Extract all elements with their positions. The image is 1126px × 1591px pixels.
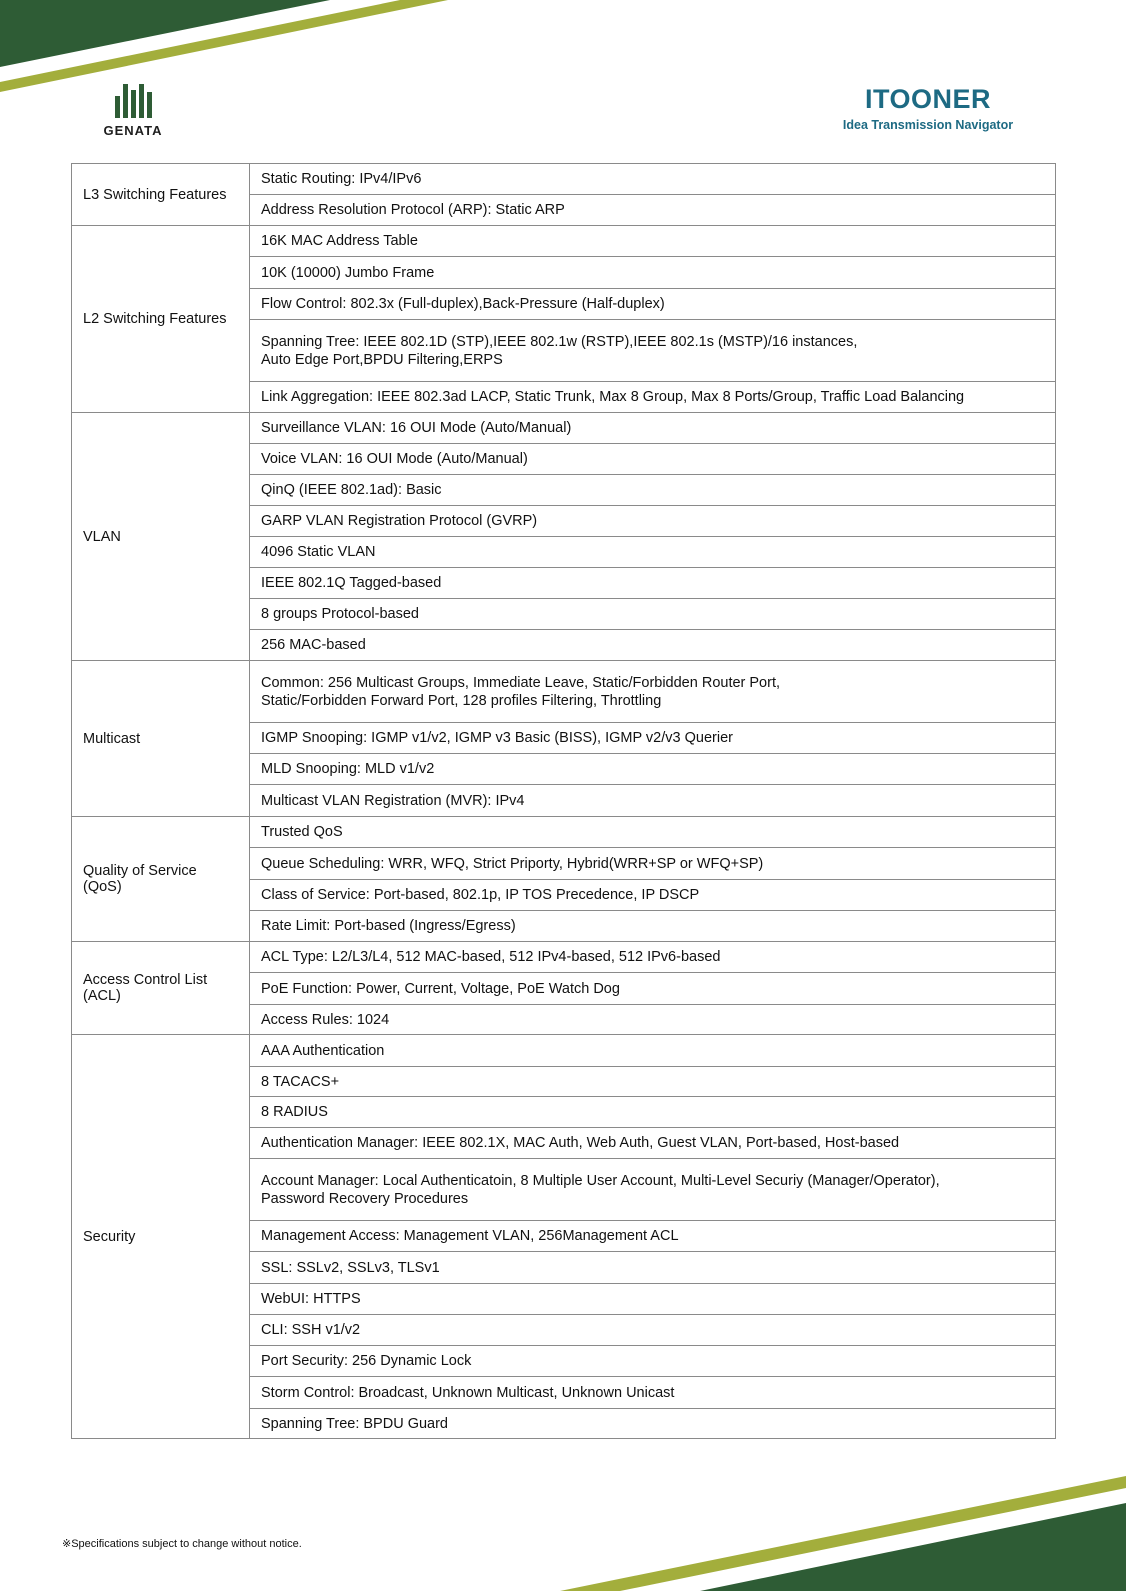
spec-value-cell: Queue Scheduling: WRR, WFQ, Strict Priporty, Hybrid(WRR+SP or WFQ+SP) xyxy=(250,848,1056,880)
genata-logo-text: GENATA xyxy=(103,123,163,138)
spec-value-cell: Trusted QoS xyxy=(250,817,1056,848)
spec-value-cell: CLI: SSH v1/v2 xyxy=(250,1315,1056,1346)
footnote: ※Specifications subject to change without notice. xyxy=(62,1538,302,1550)
category-cell: L2 Switching Features xyxy=(72,226,250,413)
spec-value-cell: 8 RADIUS xyxy=(250,1097,1056,1128)
spec-value-cell: Storm Control: Broadcast, Unknown Multicast, Unknown Unicast xyxy=(250,1377,1056,1409)
category-cell: Multicast xyxy=(72,661,250,817)
category-cell: L3 Switching Features xyxy=(72,164,250,226)
table-row xyxy=(72,942,1056,973)
spec-value-cell: Access Rules: 1024 xyxy=(250,1005,1056,1035)
category-cell: Access Control List (ACL) xyxy=(72,942,250,1035)
specification-table xyxy=(71,163,1056,1439)
spec-value-cell: Port Security: 256 Dynamic Lock xyxy=(250,1346,1056,1377)
spec-value-cell: Class of Service: Port-based, 802.1p, IP TOS Precedence, IP DSCP xyxy=(250,880,1056,911)
category-cell: VLAN xyxy=(72,413,250,661)
spec-value-cell: IEEE 802.1Q Tagged-based xyxy=(250,568,1056,599)
spec-value-cell: Static Routing: IPv4/IPv6 xyxy=(250,164,1056,195)
spec-value-cell: 8 TACACS+ xyxy=(250,1067,1056,1097)
spec-value-cell: QinQ (IEEE 802.1ad): Basic xyxy=(250,475,1056,506)
category-cell: Quality of Service (QoS) xyxy=(72,817,250,942)
spec-value-cell: Surveillance VLAN: 16 OUI Mode (Auto/Manual) xyxy=(250,413,1056,444)
spec-value-cell: SSL: SSLv2, SSLv3, TLSv1 xyxy=(250,1252,1056,1284)
genata-logo xyxy=(100,84,166,138)
spec-value-cell: 16K MAC Address Table xyxy=(250,226,1056,257)
spec-value-cell: Management Access: Management VLAN, 256Management ACL xyxy=(250,1221,1056,1252)
spec-value-cell: 4096 Static VLAN xyxy=(250,537,1056,568)
spec-value-cell: MLD Snooping: MLD v1/v2 xyxy=(250,754,1056,785)
spec-value-cell: PoE Function: Power, Current, Voltage, PoE Watch Dog xyxy=(250,973,1056,1005)
spec-value-cell: Voice VLAN: 16 OUI Mode (Auto/Manual) xyxy=(250,444,1056,475)
itooner-logo-text: ITOONER xyxy=(864,84,991,114)
spec-value-cell: Spanning Tree: BPDU Guard xyxy=(250,1409,1056,1439)
spec-value-cell: GARP VLAN Registration Protocol (GVRP) xyxy=(250,506,1056,537)
spec-value-cell: IGMP Snooping: IGMP v1/v2, IGMP v3 Basic (BISS), IGMP v2/v3 Querier xyxy=(250,723,1056,754)
table-row xyxy=(72,817,1056,848)
table-row xyxy=(72,164,1056,195)
spec-value-cell: 10K (10000) Jumbo Frame xyxy=(250,257,1056,289)
spec-value-cell: AAA Authentication xyxy=(250,1035,1056,1067)
itooner-tagline: Idea Transmission Navigator xyxy=(842,118,1014,132)
itooner-logo xyxy=(830,84,1026,132)
spec-value-cell: Authentication Manager: IEEE 802.1X, MAC Auth, Web Auth, Guest VLAN, Port-based, Host-based xyxy=(250,1128,1056,1159)
spec-value-cell: Spanning Tree: IEEE 802.1D (STP),IEEE 802.1w (RSTP),IEEE 802.1s (MSTP)/16 instances, Auto Edge Port,BPDU Filtering,ERPS xyxy=(250,320,1056,382)
spec-value-cell: Link Aggregation: IEEE 802.3ad LACP, Static Trunk, Max 8 Group, Max 8 Ports/Group, Traffic Load Balancing xyxy=(250,382,1056,413)
table-row xyxy=(72,661,1056,723)
bottom-dark-green-band xyxy=(700,1503,1126,1591)
spec-value-cell: Account Manager: Local Authenticatoin, 8 Multiple User Account, Multi-Level Securiy (Manager/Operator), Password Recovery Procedures xyxy=(250,1159,1056,1221)
table-row xyxy=(72,413,1056,444)
category-cell: Security xyxy=(72,1035,250,1439)
spec-value-cell: 256 MAC-based xyxy=(250,630,1056,661)
spec-value-cell: 8 groups Protocol-based xyxy=(250,599,1056,630)
spec-value-cell: ACL Type: L2/L3/L4, 512 MAC-based, 512 IPv4-based, 512 IPv6-based xyxy=(250,942,1056,973)
genata-logo-mark xyxy=(100,84,166,118)
spec-value-cell: Flow Control: 802.3x (Full-duplex),Back-Pressure (Half-duplex) xyxy=(250,289,1056,320)
table-row xyxy=(72,1035,1056,1067)
table-row xyxy=(72,226,1056,257)
spec-value-cell: Rate Limit: Port-based (Ingress/Egress) xyxy=(250,911,1056,942)
spec-value-cell: Multicast VLAN Registration (MVR): IPv4 xyxy=(250,785,1056,817)
spec-value-cell: Address Resolution Protocol (ARP): Static ARP xyxy=(250,195,1056,226)
spec-value-cell: WebUI: HTTPS xyxy=(250,1284,1056,1315)
spec-value-cell: Common: 256 Multicast Groups, Immediate Leave, Static/Forbidden Router Port, Static/Forbidden Forward Port, 128 profiles Filtering, Throttling xyxy=(250,661,1056,723)
